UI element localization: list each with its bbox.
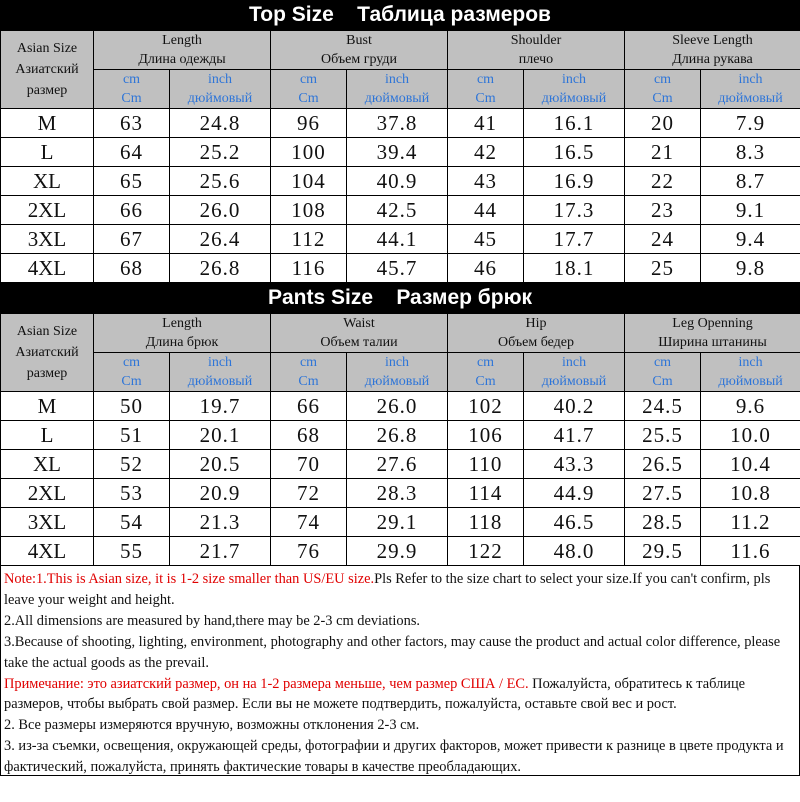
table-cell: 67 (94, 225, 170, 254)
note-ru-2: 2. Все размеры измеряются вручную, возможны отклонения 2-3 см. (4, 717, 420, 734)
table-cell: 55 (94, 537, 170, 566)
note-en-1: Note:1.This is Asian size, it is 1-2 size smaller than US/EU size.Pls Refer to the size chart to select your size.If you can't confirm, pls leave your weight and height. (4, 571, 771, 608)
note-ru-1: Примечание: это азиатский размер, он на 1-2 размера меньше, чем размер США / ЕС. Пожалуйста, обратитесь к таблице размеров, чтобы выбрать свой размер. Если вы не можете подтвердить, пожалуйста, оставьте свой вес и рост. (4, 675, 746, 713)
table-cell: 46.5 (524, 508, 625, 537)
table-cell: 72 (271, 479, 347, 508)
top-size-rows (1, 109, 800, 283)
unit-inch: inch дюймовый (170, 353, 271, 392)
table-cell: 20.9 (170, 479, 271, 508)
unit-cm: cm Cm (271, 70, 347, 109)
table-cell: 11.6 (701, 537, 800, 566)
table-row (1, 421, 800, 450)
unit-cm: cm Cm (94, 353, 170, 392)
table-cell: 74 (271, 508, 347, 537)
size-label: 3XL (1, 508, 94, 537)
table-row (1, 167, 800, 196)
table-cell: 41.7 (524, 421, 625, 450)
table-cell: 17.7 (524, 225, 625, 254)
table-cell: 70 (271, 450, 347, 479)
note-en-3: 3.Because of shooting, lighting, environment, photography and other factors, may cause the product and actual color difference, please take the actual goods as the prevail. (4, 633, 781, 671)
table-cell: 122 (448, 537, 524, 566)
table-cell: 16.9 (524, 167, 625, 196)
column-header-length: Length Длина одежды (94, 31, 271, 70)
table-cell: 46 (448, 254, 524, 283)
table-cell: 112 (271, 225, 347, 254)
unit-inch: inch дюймовый (524, 70, 625, 109)
unit-inch: inch дюймовый (347, 70, 448, 109)
table-cell: 42.5 (347, 196, 448, 225)
table-cell: 76 (271, 537, 347, 566)
column-header-sleeve-length: Sleeve Length Длина рукава (625, 31, 800, 70)
table-cell: 102 (448, 392, 524, 421)
table-cell: 44 (448, 196, 524, 225)
table-row (1, 537, 800, 566)
table-cell: 10.4 (701, 450, 800, 479)
table-cell: 44.1 (347, 225, 448, 254)
table-cell: 21 (625, 138, 701, 167)
table-cell: 16.1 (524, 109, 625, 138)
table-row (1, 109, 800, 138)
unit-cm: cm Cm (625, 70, 701, 109)
table-row (1, 138, 800, 167)
table-cell: 43 (448, 167, 524, 196)
table-cell: 44.9 (524, 479, 625, 508)
table-cell: 21.3 (170, 508, 271, 537)
table-cell: 9.6 (701, 392, 800, 421)
pants-size-rows (1, 392, 800, 566)
top-size-table (0, 30, 800, 283)
table-cell: 25.6 (170, 167, 271, 196)
table-row (1, 392, 800, 421)
table-cell: 114 (448, 479, 524, 508)
table-cell: 29.1 (347, 508, 448, 537)
table-cell: 25 (625, 254, 701, 283)
note-en-2: 2.All dimensions are measured by hand,there may be 2-3 cm deviations. (4, 612, 421, 629)
table-cell: 20.1 (170, 421, 271, 450)
size-label: XL (1, 450, 94, 479)
table-cell: 8.3 (701, 138, 800, 167)
table-cell: 19.7 (170, 392, 271, 421)
table-cell: 27.6 (347, 450, 448, 479)
table-cell: 110 (448, 450, 524, 479)
table-cell: 10.0 (701, 421, 800, 450)
top-size-banner: Top Size Таблица размеров (0, 0, 800, 30)
size-label: 2XL (1, 196, 94, 225)
table-cell: 106 (448, 421, 524, 450)
table-cell: 100 (271, 138, 347, 167)
column-header-leg-opening: Leg Openning Ширина штанины (625, 314, 800, 353)
unit-inch: inch дюймовый (170, 70, 271, 109)
table-cell: 39.4 (347, 138, 448, 167)
unit-cm: cm Cm (271, 353, 347, 392)
table-cell: 104 (271, 167, 347, 196)
table-cell: 68 (271, 421, 347, 450)
table-cell: 29.9 (347, 537, 448, 566)
column-header-hip: Hip Объем бедер (448, 314, 625, 353)
table-cell: 26.5 (625, 450, 701, 479)
table-cell: 118 (448, 508, 524, 537)
table-cell: 17.3 (524, 196, 625, 225)
table-cell: 25.5 (625, 421, 701, 450)
unit-cm: cm Cm (94, 70, 170, 109)
table-cell: 18.1 (524, 254, 625, 283)
table-cell: 63 (94, 109, 170, 138)
table-cell: 45 (448, 225, 524, 254)
table-cell: 25.2 (170, 138, 271, 167)
size-label: L (1, 138, 94, 167)
table-cell: 26.8 (170, 254, 271, 283)
column-header-shoulder: Shoulder плечо (448, 31, 625, 70)
size-label: 4XL (1, 254, 94, 283)
pants-size-table (0, 313, 800, 566)
table-cell: 45.7 (347, 254, 448, 283)
table-cell: 29.5 (625, 537, 701, 566)
table-cell: 64 (94, 138, 170, 167)
unit-cm: cm Cm (625, 353, 701, 392)
table-cell: 20 (625, 109, 701, 138)
table-cell: 24 (625, 225, 701, 254)
note-ru-3: 3. из-за съемки, освещения, окружающей среды, фотографии и других факторов, может привести к разнице в цвете продукта и фактический, пожалуйста, принять фактические товары в качестве преобладающих. (4, 738, 784, 776)
table-cell: 65 (94, 167, 170, 196)
table-cell: 50 (94, 392, 170, 421)
table-cell: 108 (271, 196, 347, 225)
table-cell: 66 (271, 392, 347, 421)
asian-size-header: Asian Size Азиатский размер (1, 31, 94, 109)
table-row (1, 196, 800, 225)
table-cell: 28.3 (347, 479, 448, 508)
size-label: L (1, 421, 94, 450)
table-cell: 66 (94, 196, 170, 225)
table-row (1, 254, 800, 283)
table-row (1, 225, 800, 254)
size-label: M (1, 392, 94, 421)
size-label: XL (1, 167, 94, 196)
table-cell: 48.0 (524, 537, 625, 566)
table-cell: 11.2 (701, 508, 800, 537)
column-header-bust: Bust Объем груди (271, 31, 448, 70)
table-cell: 16.5 (524, 138, 625, 167)
table-cell: 9.4 (701, 225, 800, 254)
table-cell: 21.7 (170, 537, 271, 566)
table-cell: 24.5 (625, 392, 701, 421)
table-cell: 23 (625, 196, 701, 225)
table-cell: 68 (94, 254, 170, 283)
table-cell: 26.0 (347, 392, 448, 421)
table-cell: 22 (625, 167, 701, 196)
table-cell: 24.8 (170, 109, 271, 138)
table-cell: 26.0 (170, 196, 271, 225)
table-cell: 7.9 (701, 109, 800, 138)
column-header-length: Length Длина брюк (94, 314, 271, 353)
table-cell: 8.7 (701, 167, 800, 196)
size-label: 2XL (1, 479, 94, 508)
column-header-waist: Waist Объем талии (271, 314, 448, 353)
table-cell: 9.1 (701, 196, 800, 225)
table-row (1, 479, 800, 508)
table-cell: 43.3 (524, 450, 625, 479)
table-cell: 52 (94, 450, 170, 479)
table-cell: 42 (448, 138, 524, 167)
unit-inch: inch дюймовый (701, 353, 800, 392)
table-cell: 96 (271, 109, 347, 138)
table-cell: 51 (94, 421, 170, 450)
unit-cm: cm Cm (448, 353, 524, 392)
asian-size-header: Asian Size Азиатский размер (1, 314, 94, 392)
unit-inch: inch дюймовый (347, 353, 448, 392)
unit-cm: cm Cm (448, 70, 524, 109)
unit-inch: inch дюймовый (701, 70, 800, 109)
table-cell: 26.8 (347, 421, 448, 450)
table-cell: 27.5 (625, 479, 701, 508)
pants-size-banner: Pants Size Размер брюк (0, 283, 800, 313)
table-row (1, 450, 800, 479)
unit-inch: inch дюймовый (524, 353, 625, 392)
table-cell: 40.2 (524, 392, 625, 421)
table-cell: 28.5 (625, 508, 701, 537)
table-row (1, 508, 800, 537)
table-cell: 41 (448, 109, 524, 138)
table-cell: 54 (94, 508, 170, 537)
size-label: 4XL (1, 537, 94, 566)
table-cell: 40.9 (347, 167, 448, 196)
notes-section (0, 566, 800, 776)
table-cell: 10.8 (701, 479, 800, 508)
size-label: 3XL (1, 225, 94, 254)
table-cell: 26.4 (170, 225, 271, 254)
table-cell: 20.5 (170, 450, 271, 479)
size-label: M (1, 109, 94, 138)
table-cell: 116 (271, 254, 347, 283)
table-cell: 37.8 (347, 109, 448, 138)
table-cell: 9.8 (701, 254, 800, 283)
table-cell: 53 (94, 479, 170, 508)
